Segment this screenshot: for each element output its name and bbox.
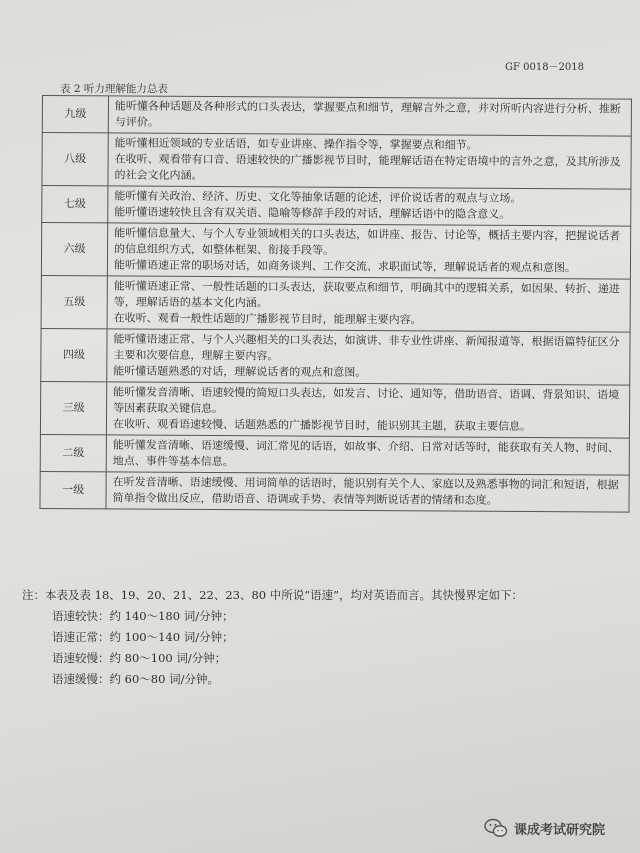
description-cell <box>106 472 629 512</box>
description-cell <box>107 223 630 279</box>
description-paragraph: 能听懂相近领域的专业话语，如专业讲座、操作指令等，掌握要点和细节。 <box>114 136 478 152</box>
notes <box>22 585 523 690</box>
level-cell: 六级 <box>41 223 107 276</box>
description-cell <box>107 276 630 332</box>
speed-very-slow: 语速缓慢：约 60～80 词/分钟。 <box>52 672 219 686</box>
description-paragraph: 能听懂语速正常、一般性话题的口头表达，获取要点和细节，明确其中的逻辑关系，如因果、转折、递进等，理解话语的基本文化内涵。 <box>113 279 620 310</box>
speed-slow: 语速较慢：约 80～100 词/分钟； <box>52 651 227 665</box>
description-paragraph: 能听懂信息量大、与个人专业领域相关的口头表达，如讲座、报告、讨论等，概括主要内容，把握说话者的信息组织方式，如整体框架、衔接手段等。 <box>114 226 621 257</box>
watermark <box>484 818 605 838</box>
level-cell: 七级 <box>42 186 108 223</box>
description-paragraph: 能听懂语速较快且含有双关语、隐喻等修辞手段的对话，理解话语中的隐含意义。 <box>114 205 511 221</box>
level-cell: 二级 <box>40 434 106 471</box>
note-intro: 注：本表及表 18、19、20、21、22、23、80 中所说“语速”，均对英语而言。其快慢界定如下： <box>22 588 523 602</box>
table-row <box>40 471 629 512</box>
table-row <box>41 328 630 385</box>
description-cell <box>108 96 631 136</box>
level-cell: 四级 <box>41 328 107 381</box>
description-cell <box>107 329 630 385</box>
description-cell <box>106 435 629 475</box>
description-paragraph: 能听懂语速正常的职场对话，如商务谈判、工作交流、求职面试等，理解说话者的观点和意图。 <box>113 258 576 275</box>
wechat-icon <box>484 818 508 838</box>
speed-fast: 语速较快：约 140～180 词/分钟； <box>52 609 234 623</box>
description-paragraph: 能听懂话题熟悉的对话，理解说话者的观点和意图。 <box>113 364 367 379</box>
description-paragraph: 能听懂语速正常、与个人兴趣相关的口头表达，如演讲、非专业性讲座、新闻报道等，根据语篇特征区分主要和次要信息，理解主要内容。 <box>113 332 620 363</box>
level-cell: 八级 <box>42 133 108 186</box>
level-cell: 九级 <box>42 96 108 133</box>
description-paragraph: 能听懂发音清晰、语速较慢的简短口头表达，如发言、讨论、通知等，借助语音、语调、背景知识、语境等因素获取关键信息。 <box>113 385 620 416</box>
description-paragraph: 能听懂有关政治、经济、历史、文化等抽象话题的论述，评价说话者的观点与立场。 <box>114 189 522 205</box>
table-row <box>40 381 629 438</box>
table-caption: 表 2 听力理解能力总表 <box>60 83 168 95</box>
description-paragraph: 在听发音清晰、语速缓慢、用词简单的话语时，能识别有关个人、家庭以及熟悉事物的词汇和短语，根据简单指令做出反应，借助语音、语调或手势、表情等判断说话者的情绪和态度。 <box>112 475 619 507</box>
speed-normal: 语速正常：约 100～140 词/分钟； <box>52 630 234 644</box>
description-paragraph: 在收听、观看带有口音、语速较快的广播影视节目时，能理解话语在特定语境中的言外之意，及其所涉及的社会文化内涵。 <box>114 152 621 182</box>
table-row <box>42 133 631 190</box>
table-row <box>41 223 630 280</box>
description-paragraph: 在收听、观看一般性话题的广播影视节目时，能理解主要内容。 <box>113 311 422 327</box>
description-paragraph: 在收听、观看语速较慢、话题熟悉的广播影视节目时，能识别其主题，获取主要信息。 <box>112 417 532 433</box>
description-cell <box>108 133 631 189</box>
table-row <box>40 434 629 475</box>
description-paragraph: 能听懂发音清晰、语速缓慢、词汇常见的话语，如故事、介绍、日常对话等时，能获取有关人物、时间、地点、事件等基本信息。 <box>112 438 619 469</box>
description-cell <box>108 186 631 226</box>
standard-code: GF 0018－2018 <box>505 62 585 73</box>
watermark-text: 课成考试研究院 <box>514 822 606 838</box>
table-row <box>42 96 631 137</box>
level-cell: 三级 <box>40 381 106 434</box>
level-cell: 五级 <box>41 275 107 328</box>
table-row <box>41 275 630 332</box>
description-cell <box>106 382 629 438</box>
level-cell: 一级 <box>40 471 106 508</box>
description-paragraph: 能听懂各种话题及各种形式的口头表达，掌握要点和细节，理解言外之意，并对所听内容进行分析、推断与评价。 <box>114 99 621 129</box>
table-row <box>42 186 631 227</box>
listening-ability-table <box>39 95 632 513</box>
